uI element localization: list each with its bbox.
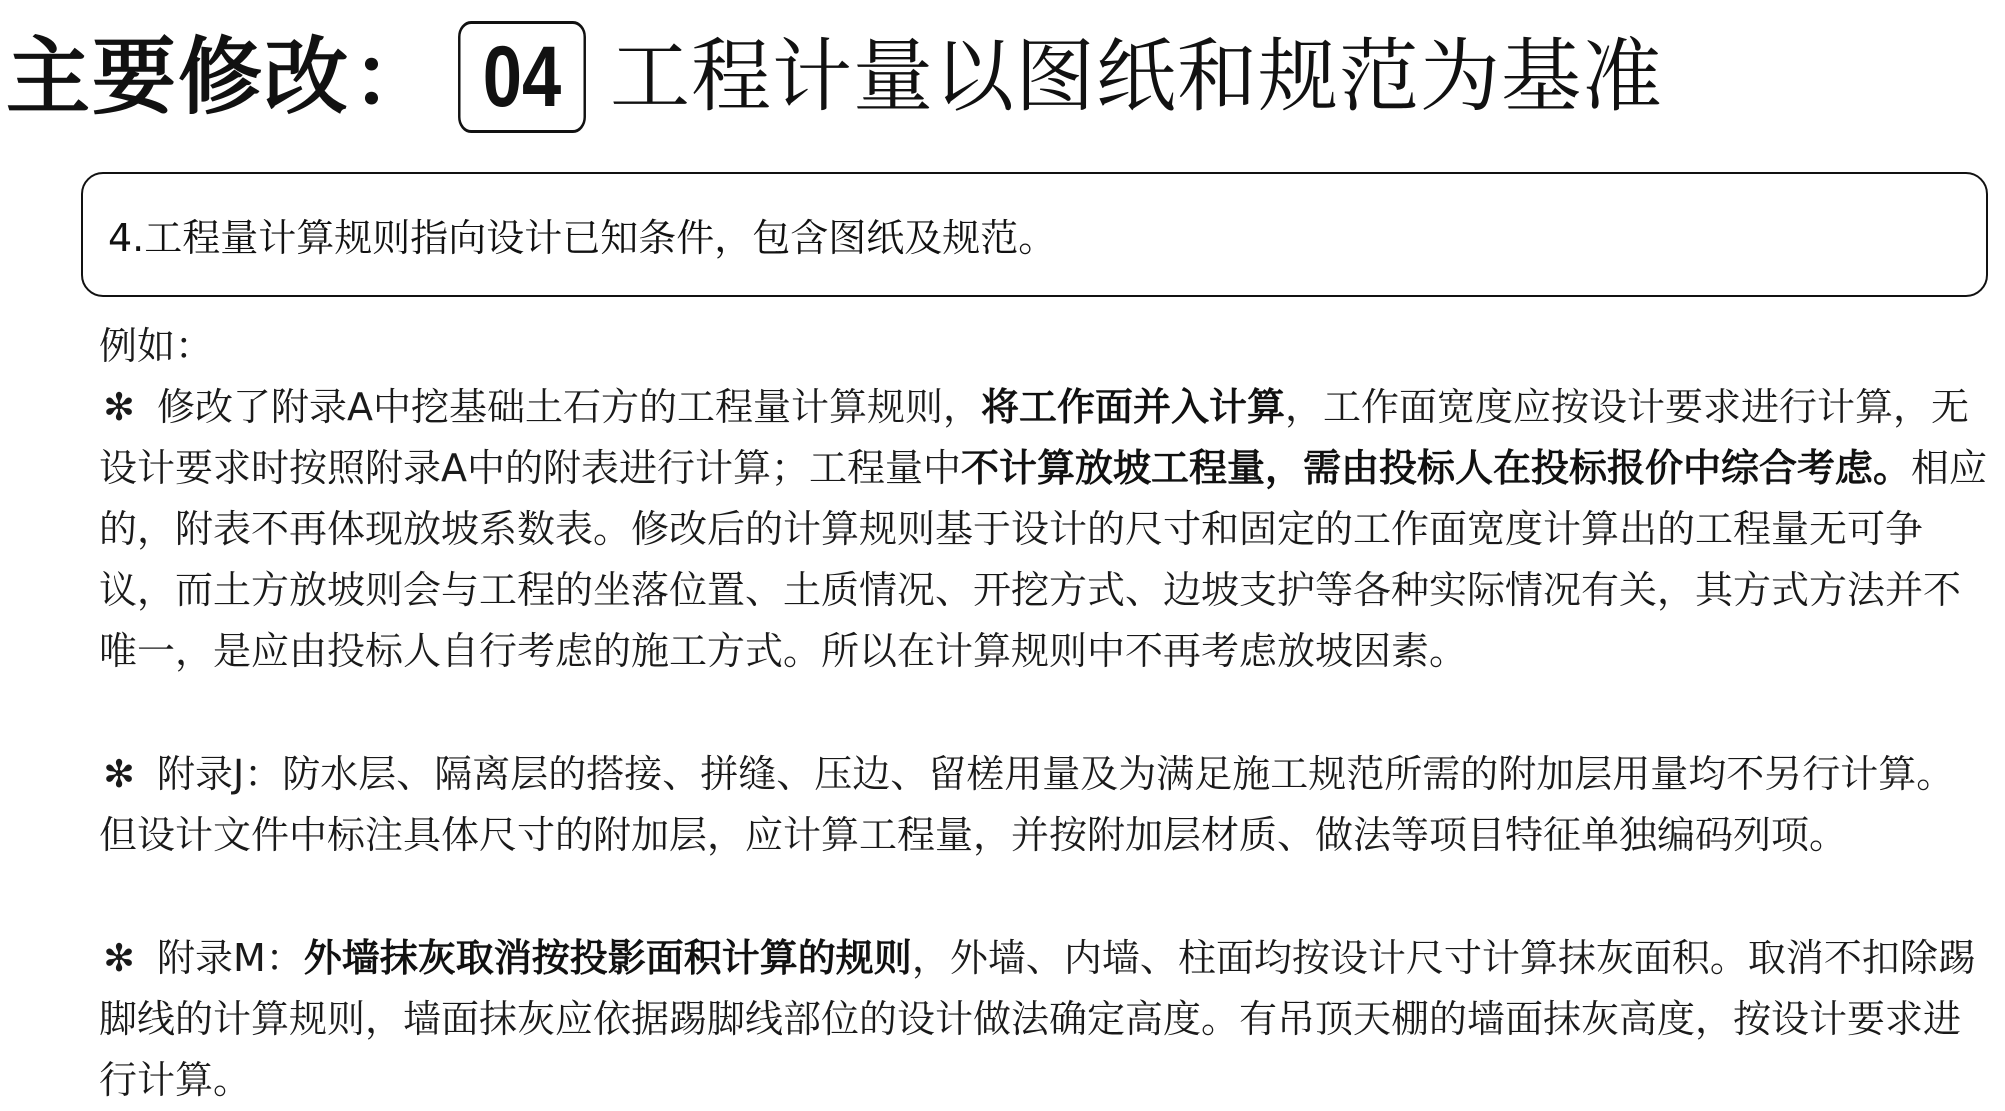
item3-bold-1: 外墙抹灰取消按投影面积计算的规则 (303, 936, 912, 980)
asterisk-bullet-icon: ✻ (103, 752, 135, 796)
asterisk-bullet-icon: ✻ (103, 936, 135, 980)
item2-text: 附录J：防水层、隔离层的搭接、拼缝、压边、留槎用量及为满足施工规范所需的附加层用量均不另行计算。但设计文件中标注具体尺寸的附加层，应计算工程量，并按附加层材质、做法等项目特征单独编码列项。 (99, 752, 1955, 857)
content-body (99, 316, 1989, 1111)
rule-summary-text: 4.工程量计算规则指向设计已知条件，包含图纸及规范。 (108, 216, 1057, 260)
item1-bold-2: 不计算放坡工程量，需由投标人在投标报价中综合考虑。 (961, 446, 1912, 490)
asterisk-bullet-icon: ✻ (103, 385, 135, 429)
page-title: 工程计量以图纸和规范为基准 (610, 30, 1664, 123)
title-prefix: 主要修改 (6, 28, 351, 126)
list-item-appendix-a (99, 377, 1989, 682)
item3-text-2: ，外墙、内墙、柱面均按设计尺寸计算抹灰面积。取消不扣除踢脚线的计算规则，墙面抹灰应依据踢脚线部位的设计做法确定高度。有吊顶天棚的墙面抹灰高度，按设计要求进行计算。 (99, 936, 1976, 1102)
rule-summary-box (81, 172, 1988, 297)
paragraph-gap (99, 682, 1989, 744)
section-number-badge: 04 (458, 21, 586, 133)
paragraph-gap (99, 866, 1989, 928)
item1-bold-1: 将工作面并入计算 (981, 385, 1286, 429)
page-title-row (6, 18, 1663, 136)
item1-text-3: 相应的，附表不再体现放坡系数表。修改后的计算规则基于设计的尺寸和固定的工作面宽度计算出的工程量无可争议，而土方放坡则会与工程的坐落位置、土质情况、开挖方式、边坡支护等各种实际情况有关，其方式方法并不唯一，是应由投标人自行考虑的施工方式。所以在计算规则中不再考虑放坡因素。 (99, 446, 1988, 673)
item1-text-2: ，工作面宽度应按设计要求进行计算，无设计要求时按照附录A中的附表进行计算；工程量中 (99, 385, 1970, 490)
list-item-appendix-m (99, 928, 1989, 1111)
list-item-appendix-j (99, 744, 1989, 866)
item3-text-1: 附录M： (157, 936, 304, 980)
example-label: 例如： (99, 324, 214, 368)
item1-text-1: 修改了附录A中挖基础土石方的工程量计算规则， (157, 385, 981, 429)
title-colon: ： (352, 28, 437, 126)
